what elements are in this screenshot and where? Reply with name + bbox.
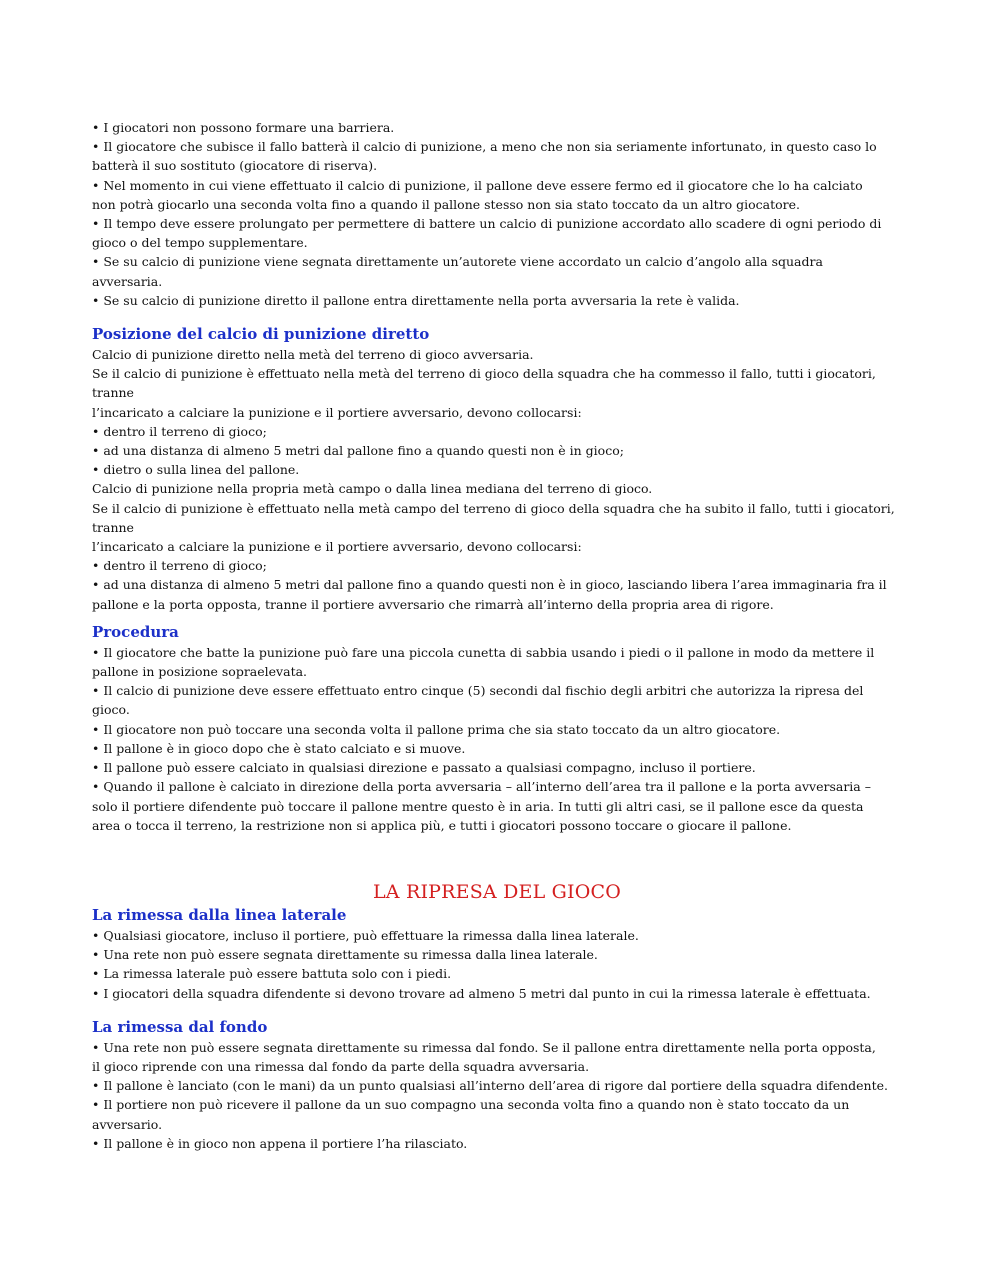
text-line: gioco o del tempo supplementare.	[92, 235, 308, 251]
text-line: • ad una distanza di almeno 5 metri dal pallone fino a quando questi non è in gioco, lasciando libera l’area immaginaria fra il	[92, 577, 887, 593]
text-line: non potrà giocarlo una seconda volta fino a quando il pallone stesso non sia stato toccato da un altro giocatore.	[92, 196, 800, 212]
section-posizione	[92, 324, 902, 614]
text-line: avversario.	[92, 1116, 163, 1132]
main-title: LA RIPRESA DEL GIOCO	[372, 880, 622, 903]
text-line: Calcio di punizione nella propria metà campo o dalla linea mediana del terreno di gioco.	[92, 481, 653, 497]
text-line: batterà il suo sostituto (giocatore di riserva).	[92, 158, 378, 174]
document-page	[92, 118, 902, 1153]
section-heading: La rimessa dalla linea laterale	[92, 905, 347, 924]
section-heading: La rimessa dal fondo	[92, 1017, 268, 1036]
text-line: • Il giocatore che subisce il fallo batterà il calcio di punizione, a meno che non sia seriamente infortunato, in questo caso lo	[92, 139, 877, 155]
text-line: • I giocatori non possono formare una barriera.	[92, 120, 395, 135]
text-line: • Il pallone è in gioco dopo che è stato calciato e si muove.	[92, 740, 466, 756]
section-procedura	[92, 622, 902, 835]
text-line: • Una rete non può essere segnata direttamente su rimessa dalla linea laterale.	[92, 947, 598, 963]
text-line: • Una rete non può essere segnata direttamente su rimessa dal fondo. Se il pallone entra direttamente nella porta opposta,	[92, 1039, 876, 1055]
text-line: l’incaricato a calciare la punizione e il portiere avversario, devono collocarsi:	[92, 404, 582, 420]
text-line: gioco.	[92, 702, 130, 718]
text-line: • Il portiere non può ricevere il pallone da un suo compagno una seconda volta fino a quando non è stato toccato da un	[92, 1097, 850, 1113]
text-line: Se il calcio di punizione è effettuato nella metà campo del terreno di gioco della squadra che ha subito il fallo, tutti i giocatori,	[92, 500, 895, 516]
text-line: • Il giocatore non può toccare una seconda volta il pallone prima che sia stato toccato da un altro giocatore.	[92, 721, 781, 737]
text-line: • Se su calcio di punizione viene segnata direttamente un’autorete viene accordato un calcio d’angolo alla squadra	[92, 254, 823, 270]
text-line: • Il pallone è lanciato (con le mani) da un punto qualsiasi all’interno dell’area di rigore dal portiere della squadra difendente.	[92, 1078, 888, 1094]
text-line: • dietro o sulla linea del pallone.	[92, 462, 300, 478]
text-line: • Il pallone può essere calciato in qualsiasi direzione e passato a qualsiasi compagno, incluso il portiere.	[92, 760, 756, 776]
section-heading: Procedura	[92, 622, 179, 641]
text-line: • dentro il terreno di gioco;	[92, 423, 267, 439]
section-rimessa-laterale	[92, 905, 902, 1003]
text-line: • Il pallone è in gioco non appena il portiere l’ha rilasciato.	[92, 1135, 468, 1151]
text-line: • Quando il pallone è calciato in direzione della porta avversaria – all’interno dell’area tra il pallone e la porta avversaria –	[92, 779, 871, 795]
text-line: area o tocca il terreno, la restrizione non si applica più, e tutti i giocatori possono toccare o giocare il pallone.	[92, 817, 792, 833]
intro-block	[92, 118, 902, 310]
text-line: • Il giocatore che batte la punizione può fare una piccola cunetta di sabbia usando i piedi o il pallone in modo da mettere il	[92, 644, 875, 660]
text-line: • ad una distanza di almeno 5 metri dal pallone fino a quando questi non è in gioco;	[92, 443, 624, 459]
text-line: • Se su calcio di punizione diretto il pallone entra direttamente nella porta avversaria la rete è valida.	[92, 292, 740, 308]
text-line: • Nel momento in cui viene effettuato il calcio di punizione, il pallone deve essere fermo ed il giocatore che lo ha calciato	[92, 177, 863, 193]
text-line: solo il portiere difendente può toccare il pallone mentre questo è in aria. In tutti gli altri casi, se il pallone esce da questa	[92, 798, 864, 814]
text-line: pallone e la porta opposta, tranne il portiere avversario che rimarrà all’interno della propria area di rigore.	[92, 596, 774, 612]
text-line: • Qualsiasi giocatore, incluso il portiere, può effettuare la rimessa dalla linea laterale.	[92, 927, 639, 943]
text-line: • Il calcio di punizione deve essere effettuato entro cinque (5) secondi dal fischio degli arbitri che autorizza la ripresa del	[92, 683, 864, 699]
text-line: Calcio di punizione diretto nella metà del terreno di gioco avversaria.	[92, 347, 534, 363]
text-line: pallone in posizione sopraelevata.	[92, 664, 308, 680]
text-line: • I giocatori della squadra difendente si devono trovare ad almeno 5 metri dal punto in cui la rimessa laterale è effettuata.	[92, 985, 871, 1001]
text-line: tranne	[92, 519, 134, 535]
text-line: avversaria.	[92, 273, 163, 289]
text-line: Se il calcio di punizione è effettuato nella metà del terreno di gioco della squadra che ha commesso il fallo, tutti i giocatori, tranne	[92, 366, 876, 401]
text-line: • dentro il terreno di gioco;	[92, 558, 267, 574]
text-line: • Il tempo deve essere prolungato per permettere di battere un calcio di punizione accordato allo scadere di ogni periodo di	[92, 216, 882, 232]
text-line: l’incaricato a calciare la punizione e il portiere avversario, devono collocarsi:	[92, 539, 582, 555]
text-line: il gioco riprende con una rimessa dal fondo da parte della squadra avversaria.	[92, 1058, 590, 1074]
text-line: • La rimessa laterale può essere battuta solo con i piedi.	[92, 966, 452, 982]
section-rimessa-fondo	[92, 1017, 902, 1153]
section-heading: Posizione del calcio di punizione diretto	[92, 325, 430, 344]
